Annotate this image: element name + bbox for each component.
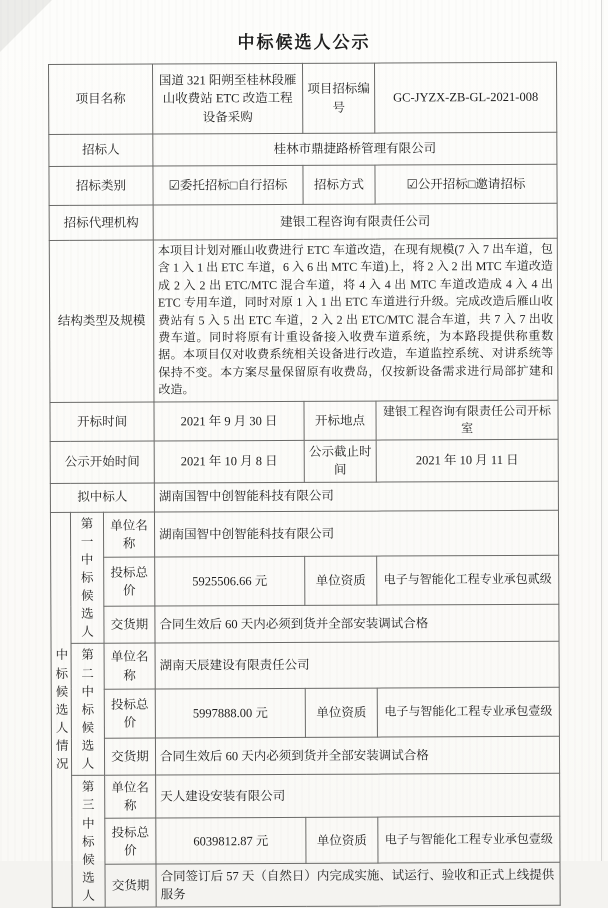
candidate-3-bid-price: 6039812.87 元	[156, 817, 306, 864]
unit-name-label: 单位名称	[104, 643, 155, 688]
unit-name-label: 单位名称	[103, 512, 154, 557]
candidate-1-unit-name: 湖南国智中创智能科技有限公司	[154, 510, 558, 557]
table-row	[49, 132, 557, 166]
tender-category-label: 招标类别	[49, 166, 153, 205]
table-row	[50, 481, 558, 512]
candidates-section-label: 中标候选人情况	[50, 512, 72, 908]
tender-category-checkboxes: ☑委托招标□自行招标	[153, 165, 303, 205]
bid-price-label: 投标总价	[104, 557, 155, 607]
candidate-2-rank-label: 第二中标候选人	[71, 644, 105, 776]
publicity-end-value: 2021 年 10 月 11 日	[376, 440, 558, 482]
candidate-1-bid-price: 5925506.66 元	[155, 556, 305, 606]
candidate-1-rank-label: 第一中标候选人	[70, 512, 104, 644]
bid-opening-place-label: 开标地点	[304, 401, 376, 441]
tender-method-label: 招标方式	[303, 165, 375, 204]
proposed-winner-label: 拟中标人	[50, 483, 154, 512]
bid-opening-time-label: 开标时间	[50, 402, 154, 442]
candidate-3-rank-label: 第三中标候选人	[72, 776, 106, 908]
publicity-start-value: 2021 年 10 月 8 日	[154, 441, 304, 483]
table-row	[49, 164, 557, 205]
table-row	[50, 440, 558, 483]
tenderer-label: 招标人	[49, 134, 153, 166]
table-row	[51, 642, 559, 689]
table-row	[49, 62, 557, 134]
agency-value: 建银工程咨询有限责任公司	[153, 203, 557, 240]
table-row	[52, 774, 560, 819]
tenderer-value: 桂林市鼎捷路桥管理有限公司	[153, 132, 557, 166]
bid-opening-place-value: 建银工程咨询有限责任公司开标室	[376, 400, 558, 441]
candidate-3-unit-name: 天人建设安装有限公司	[156, 774, 560, 818]
candidate-2-unit-name: 湖南天辰建设有限责任公司	[155, 642, 559, 689]
bid-opening-time-value: 2021 年 9 月 30 日	[154, 401, 304, 441]
delivery-label: 交货期	[105, 865, 156, 908]
candidate-2-delivery: 合同生效后 60 天内必须到货并全部安装调试合格	[155, 736, 559, 775]
structure-scale-label: 结构类型及规模	[49, 240, 154, 402]
tender-number-value: GC-JYZX-ZB-GL-2021-008	[374, 62, 556, 133]
qualification-label: 单位资质	[305, 688, 377, 738]
scan-edge-line	[601, 0, 602, 861]
page-title: 中标候选人公示	[237, 33, 371, 52]
agency-label: 招标代理机构	[49, 205, 153, 240]
table-row	[51, 604, 559, 644]
qualification-label: 单位资质	[305, 556, 377, 606]
candidate-3-qualification: 电子与智能化工程专业承包壹级	[378, 816, 560, 863]
publicity-start-label: 公示开始时间	[50, 441, 154, 483]
candidate-3-delivery: 合同签订后 57 天（自然日）内完成实施、试运行、验收和正式上线提供服务	[156, 863, 560, 907]
table-row	[51, 687, 559, 739]
table-row	[51, 736, 559, 776]
candidate-2-bid-price: 5997888.00 元	[155, 688, 305, 738]
table-row	[52, 863, 560, 908]
announcement-table	[48, 62, 561, 908]
unit-name-label: 单位名称	[105, 775, 156, 818]
bid-price-label: 投标总价	[105, 818, 156, 865]
publicity-end-label: 公示截止时间	[304, 440, 376, 482]
table-row	[51, 555, 559, 607]
table-row	[52, 816, 560, 865]
project-name-label: 项目名称	[49, 64, 153, 134]
tender-method-checkboxes: ☑公开招标□邀请招标	[375, 164, 557, 204]
table-row	[50, 510, 558, 557]
candidate-1-delivery: 合同生效后 60 天内必须到货并全部安装调试合格	[155, 604, 559, 643]
delivery-label: 交货期	[104, 606, 155, 644]
table-row	[49, 203, 557, 240]
structure-scale-value: 本项目计划对雁山收费进行 ETC 车道改造，在现有规模(7 入 7 出车道，包含 1 入 1 出 ETC 车道，6 入 6 出 MTC 车道)上，将 2 入 2 出 MTC 车道改造成 2 入 2 出 ETC/MTC 混合车道，将 4 入 4 出 MTC 车道改造成 4 入 4 出 ETC 专用车道，同时对原 1 入 1 出 ETC 车道进行升级。完成改造后雁山收费站有 5 入 5 出 ETC 车道，2 入 2 出 ETC/MTC 混合车道，共 7 入 7 出收费车道。同时将原有计重设备接入收费车道系统，为本路段提供称重数据。本项目仅对收费系统相关设备进行改造，车道监控系统、对讲系统等保持不变。本方案尽量保留原有收费岛，仅按新设备需求进行局部扩建和改造。	[153, 238, 558, 401]
candidate-2-qualification: 电子与智能化工程专业承包壹级	[377, 687, 559, 737]
candidate-1-qualification: 电子与智能化工程专业承包贰级	[377, 555, 559, 605]
project-name-value: 国道 321 阳朔至桂林段雁山收费站 ETC 改造工程设备采购	[153, 63, 303, 134]
delivery-label: 交货期	[104, 738, 155, 776]
proposed-winner-value: 湖南国智中创智能科技有限公司	[154, 481, 558, 512]
tender-number-label: 项目招标编号	[302, 63, 374, 133]
qualification-label: 单位资质	[306, 817, 378, 864]
bid-price-label: 投标总价	[104, 689, 155, 739]
table-row	[49, 238, 558, 402]
table-row	[50, 400, 558, 442]
